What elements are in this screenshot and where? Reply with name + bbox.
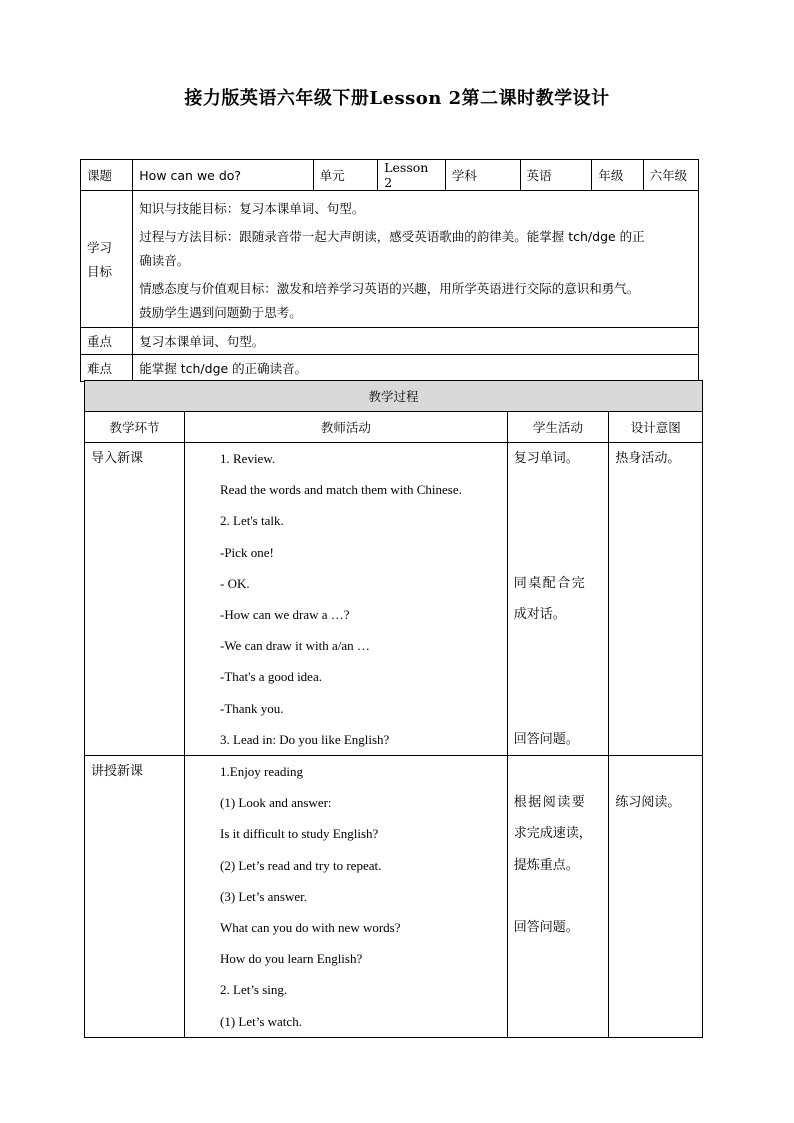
student-line	[514, 756, 603, 787]
unit-value: Lesson 2	[378, 160, 446, 191]
intent-label: 热身活动。	[615, 451, 681, 466]
teacher-line: How do you learn English?	[220, 951, 363, 967]
teacher-line: -How can we draw a …?	[220, 606, 350, 622]
student-line	[514, 505, 603, 536]
stage-label: 讲授新课	[91, 764, 144, 779]
teacher-cell	[185, 756, 508, 1038]
student-line	[514, 474, 603, 505]
goals-label-line-1: 学习	[87, 240, 113, 255]
teacher-line: What can you do with new words?	[220, 919, 401, 935]
goals-label-line-2: 目标	[87, 264, 113, 279]
student-line	[514, 661, 603, 692]
student-line	[514, 1006, 603, 1037]
student-cell	[507, 443, 609, 756]
student-cell	[507, 756, 609, 1038]
teacher-line: Is it difficult to study English?	[220, 826, 379, 842]
col-teacher: 教师活动	[185, 412, 508, 443]
teacher-line: -Thank you.	[220, 700, 284, 716]
teacher-line: - OK.	[220, 575, 250, 591]
intent-cell	[609, 756, 703, 1038]
student-line	[514, 693, 603, 724]
stage-cell	[85, 756, 185, 1038]
teacher-line: (2) Let’s read and try to repeat.	[220, 857, 382, 873]
student-line: 成对话。	[513, 606, 566, 622]
col-student: 学生活动	[507, 412, 609, 443]
student-line: 回答问题。	[513, 919, 579, 935]
student-line	[514, 630, 603, 661]
student-line	[514, 943, 603, 974]
unit-label: 单元	[313, 160, 378, 191]
teacher-line: (1) Look and answer:	[220, 795, 332, 811]
teacher-line: -We can draw it with a/an …	[220, 638, 370, 654]
goals-label	[81, 191, 133, 328]
teacher-line: 1.Enjoy reading	[220, 764, 304, 779]
intent-label: 练习阅读。	[615, 795, 681, 811]
student-line: 同桌配合完	[513, 575, 587, 591]
subject-value: 英语	[520, 160, 592, 191]
intent-cell	[609, 443, 703, 756]
subject-label: 学科	[445, 160, 520, 191]
teacher-line: -Pick one!	[220, 544, 274, 560]
student-line	[514, 881, 603, 912]
teacher-line: 2. Let’s sing.	[220, 982, 288, 998]
goal-knowledge: 知识与技能目标：复习本课单词、句型。	[139, 201, 365, 216]
student-line: 复习单词。	[513, 451, 579, 466]
grade-label: 年级	[592, 160, 643, 191]
difficulty-value: 能掌握 tch/dge 的正确读音。	[133, 355, 699, 382]
goal-process-a: 过程与方法目标：跟随录音带一起大声朗读，感受英语歌曲的韵律美。能掌握 tch/dge 的正	[139, 229, 645, 244]
student-line: 回答问题。	[513, 731, 579, 747]
stage-label: 导入新课	[91, 451, 144, 466]
difficulty-label: 难点	[81, 355, 133, 382]
info-table	[80, 159, 699, 382]
student-line	[514, 974, 603, 1005]
col-stage: 教学环节	[85, 412, 185, 443]
teacher-line: (1) Let’s watch.	[220, 1013, 302, 1029]
process-header: 教学过程	[85, 381, 703, 412]
topic-value: How can we do?	[133, 160, 313, 191]
stage-cell	[85, 443, 185, 756]
teacher-line: -That's a good idea.	[220, 669, 322, 685]
goal-process-b: 确读音。	[139, 253, 190, 268]
student-line: 求完成速读，	[513, 826, 592, 842]
page-title: 接力版英语六年级下册Lesson 2第二课时教学设计	[184, 88, 610, 109]
goal-attitude-b: 鼓励学生遇到问题勤于思考。	[139, 305, 302, 320]
teacher-cell	[185, 443, 508, 756]
goals-content	[133, 191, 699, 328]
teacher-line: 1. Review.	[220, 451, 276, 466]
teacher-line: (3) Let’s answer.	[220, 888, 308, 904]
teacher-line: 2. Let's talk.	[220, 513, 284, 529]
key-label: 重点	[81, 328, 133, 355]
student-line	[514, 537, 603, 568]
process-table	[84, 380, 703, 1038]
col-intent: 设计意图	[609, 412, 703, 443]
teacher-line: 3. Lead in: Do you like English?	[220, 731, 390, 747]
grade-value: 六年级	[643, 160, 698, 191]
student-line: 提炼重点。	[513, 857, 579, 873]
topic-label: 课题	[81, 160, 133, 191]
key-value: 复习本课单词、句型。	[133, 328, 699, 355]
goal-attitude-a: 情感态度与价值观目标：激发和培养学习英语的兴趣，用所学英语进行交际的意识和勇气。	[139, 281, 640, 296]
teacher-line: Read the words and match them with Chinese.	[220, 482, 462, 498]
student-line: 根据阅读要	[513, 795, 587, 811]
